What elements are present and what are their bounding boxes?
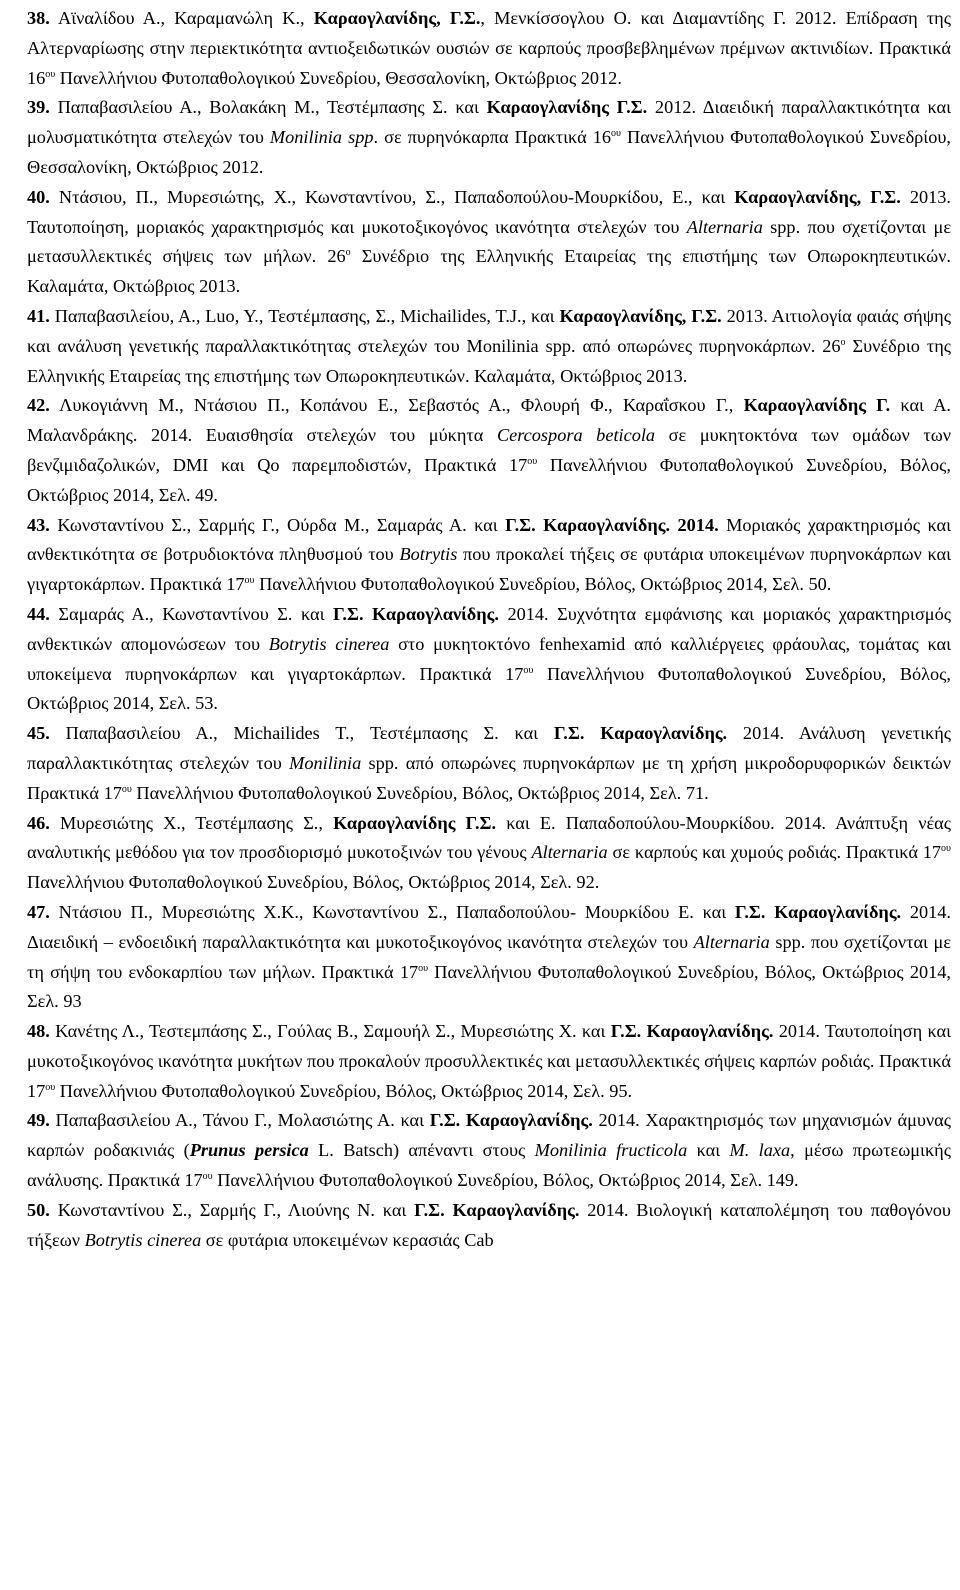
reference-item (27, 93, 951, 182)
reference-text: Κωνσταντίνου Σ., Σαρμής Γ., Ούρδα Μ., Σαμαράς Α. και (49, 514, 506, 535)
reference-text: Πανελλήνιου Φυτοπαθολογικού Συνεδρίου, Βόλος, Οκτώβριος 2014, Σελ. 50. (254, 574, 832, 595)
highlighted-author: Γ.Σ. Καραογλανίδης. (610, 1021, 774, 1042)
reference-text: Πανελλήνιου Φυτοπαθολογικού Συνεδρίου, Βόλος, Οκτώβριος 2014, Σελ. 71. (131, 782, 709, 803)
reference-text: Πανελλήνιου Φυτοπαθολογικού Συνεδρίου, Βόλος, Οκτώβριος 2014, Σελ. 149. (212, 1170, 799, 1191)
ordinal-superscript: ου (527, 455, 538, 467)
reference-item (27, 391, 951, 510)
reference-text: spp. που σχετίζονται με τη σήψη του ενδοκαρπίου των μήλων. Πρακτικά 17 (27, 931, 951, 982)
reference-text: σε μυκητοκτόνα των ομάδων των βενζιμιδαζολικών, DMI και Qo παρεμποδιστών, Πρακτικά 17 (27, 425, 951, 475)
reference-text: 2014. Βιολογική καταπολέμηση του παθογόνου τήξεων (27, 1199, 951, 1250)
ordinal-superscript: ου (45, 68, 56, 80)
species-name: Monilinia fructicola (534, 1140, 688, 1161)
reference-text: και Ε. Παπαδοπούλου-Μουρκίδου. 2014. Ανάπτυξη νέας αναλυτικής μεθόδου για τον προσδιορισμό μυκοτοξινών του γένους (27, 812, 951, 863)
ordinal-superscript: ου (523, 664, 534, 676)
reference-text: Πανελλήνιου Φυτοπαθολογικού Συνεδρίου, Βόλος, Οκτώβριος 2014, Σελ. 92. (27, 872, 600, 893)
reference-text: Πανελλήνιου Φυτοπαθολογικού Συνεδρίου, Βόλος, Οκτώβριος 2014, Σελ. 95. (55, 1080, 633, 1101)
reference-number: 41. (27, 305, 50, 326)
reference-text: Παπαβασιλείου Α., Michailides T., Τεστέμπασης Σ. και (49, 723, 554, 744)
reference-item (27, 809, 951, 898)
reference-text: Μυρεσιώτης Χ., Τεστέμπασης Σ., (49, 812, 334, 833)
reference-text: spp. από οπωρώνες πυρηνοκάρπων με τη χρήση μικροδορυφορικών δεικτών Πρακτικά 17 (27, 752, 951, 803)
reference-text: Μοριακός χαρακτηρισμός και ανθεκτικότητα σε βοτρυδιοκτόνα πληθυσμού του (27, 514, 951, 565)
reference-item (27, 898, 951, 1017)
highlighted-author: Καραογλανίδης, Γ.Σ. (734, 186, 901, 207)
reference-item (27, 600, 951, 719)
reference-text: σε καρπούς και χυμούς ροδιάς. Πρακτικά 17 (607, 842, 942, 863)
reference-text: , μέσω πρωτεωμικής ανάλυσης. Πρακτικά 17 (27, 1140, 951, 1191)
ordinal-superscript: ου (121, 783, 132, 795)
ordinal-superscript: ου (611, 128, 621, 140)
species-name: Monilinia (289, 752, 362, 773)
reference-number: 43. (27, 514, 50, 535)
reference-number: 44. (27, 603, 50, 624)
reference-text: 2014. Χαρακτηρισμός των μηχανισμών άμυνας καρπών ροδακινιάς ( (27, 1110, 951, 1161)
reference-text: 2013. Ταυτοποίηση, μοριακός χαρακτηρισμός και μυκοτοξικογόνος ικανότητα στελεχών του (27, 186, 951, 237)
reference-text: που προκαλεί τήξεις σε φυτάρια υποκειμένων πυρηνοκάρπων και γιγαρτοκάρπων. Πρακτικά 17 (27, 544, 951, 595)
reference-text: Ντάσιου, Π., Μυρεσιώτης, Χ., Κωνσταντίνου, Σ., Παπαδοπούλου-Μουρκίδου, Ε., και (49, 186, 735, 207)
highlighted-author: Γ.Σ. Καραογλανίδης. (734, 901, 902, 922)
highlighted-author: Γ.Σ. Καραογλανίδης. (429, 1110, 593, 1131)
species-name: Alternaria (693, 931, 770, 952)
reference-text: Παπαβασιλείου, Α., Luo, Y., Τεστέμπασης, Σ., Michailides, T.J., και (49, 305, 560, 326)
reference-item (27, 1017, 951, 1106)
species-name: M. laxa (729, 1140, 791, 1161)
reference-text: στο μυκητοκτόνο fenhexamid από καλλιέργειες φράουλας, τομάτας και υποκείμενα πυρηνοκάρπων και γιγαρτοκάρπων. Πρακτικά 17 (27, 633, 951, 684)
species-name: Botrytis cinerea (84, 1229, 202, 1250)
reference-text: Σαμαράς Α., Κωνσταντίνου Σ. και (49, 603, 334, 624)
reference-text: . σε πυρηνόκαρπα Πρακτικά 16 (373, 127, 611, 148)
reference-number: 47. (27, 901, 50, 922)
highlighted-author: Γ.Σ. Καραογλανίδης. 2014. (505, 514, 719, 535)
reference-text: Πανελλήνιου Φυτοπαθολογικού Συνεδρίου, Βόλος, Οκτώβριος 2014, Σελ. 49. (27, 454, 951, 505)
reference-item (27, 1196, 951, 1256)
ordinal-superscript: ου (202, 1170, 213, 1182)
ordinal-superscript: ου (941, 843, 951, 855)
reference-text: , Μενκίσσογλου Ο. και Διαμαντίδης Γ. 2012. Επίδραση της Αλτερναρίωσης στην περιεκτικότητα αντιοξειδωτικών ουσιών σε καρπούς προσβεβλημένων πρέμνων ακτινιδίων. Πρακτικά 16 (27, 8, 951, 88)
reference-text: 2014. Ανάλυση γενετικής παραλλακτικότητας στελεχών του (27, 723, 951, 773)
highlighted-author: Γ.Σ. Καραογλανίδης. (414, 1199, 580, 1220)
highlighted-author: Καραογλανίδης, Γ.Σ. (559, 305, 722, 326)
reference-number: 38. (27, 8, 50, 28)
reference-item (27, 511, 951, 600)
species-name: Monilinia spp (269, 127, 374, 148)
species-name: Botrytis cinerea (268, 633, 390, 654)
reference-text: 2014. Ταυτοποίηση και μυκοτοξικογόνος ικανότητα μυκήτων που προκαλούν προσυλλεκτικές και μετασυλλεκτικές σήψεις καρπών ροδιάς. Πρακτικά 17 (27, 1021, 951, 1101)
reference-item (27, 183, 951, 302)
highlighted-author: Καραογλανίδης Γ.Σ. (333, 812, 497, 833)
reference-item (27, 302, 951, 391)
reference-item (27, 4, 951, 93)
reference-text: Πανελλήνιου Φυτοπαθολογικού Συνεδρίου, Θεσσαλονίκη, Οκτώβριος 2012. (55, 67, 622, 88)
ordinal-superscript: ο (345, 247, 351, 259)
reference-text: spp. που σχετίζονται με μετασυλλεκτικές σήψεις των μήλων. 26 (27, 216, 951, 267)
reference-text: Λυκογιάννη Μ., Ντάσιου Π., Κοπάνου Ε., Σεβαστός Α., Φλουρή Φ., Καραΐσκου Γ., (49, 395, 744, 416)
reference-text: Παπαβασιλείου Α., Βολακάκη Μ., Τεστέμπασης Σ. και (49, 97, 487, 118)
reference-text: L. Batsch) απέναντι στους (308, 1140, 535, 1161)
reference-text: και Α. Μαλανδράκης. 2014. Ευαισθησία στελεχών του μύκητα (27, 395, 951, 446)
reference-text: Συνέδριο της Ελληνικής Εταιρείας της επιστήμης των Οπωροκηπευτικών. Καλαμάτα, Οκτώβριος 2013. (27, 246, 951, 297)
species-name: Alternaria (686, 216, 763, 237)
reference-item (27, 1106, 951, 1195)
reference-text: Αϊναλίδου Α., Καραμανώλη Κ., (49, 8, 314, 28)
reference-text: 2012. Διαειδική παραλλακτικότητα και μολυσματικότητα στελεχών του (27, 97, 951, 148)
highlighted-author: Καραογλανίδης Γ. (743, 395, 891, 416)
reference-number: 48. (27, 1021, 50, 1042)
reference-item (27, 719, 951, 808)
reference-text: Συνέδριο της Ελληνικής Εταιρείας της επιστήμης των Οπωροκηπευτικών. Καλαμάτα, Οκτώβριος 2013. (27, 335, 952, 386)
ordinal-superscript: ο (840, 336, 846, 348)
highlighted-author: Γ.Σ. Καραογλανίδης. (553, 723, 728, 744)
reference-text: Πανελλήνιου Φυτοπαθολογικού Συνεδρίου, Βόλος, Οκτώβριος 2014, Σελ. 93 (27, 961, 951, 1012)
highlighted-author: Καραογλανίδης Γ.Σ. (486, 97, 648, 118)
reference-text: Παπαβασιλείου Α., Τάνου Γ., Μολασιώτης Α. και (49, 1110, 430, 1131)
ordinal-superscript: ου (244, 575, 255, 587)
reference-number: 45. (27, 723, 50, 744)
reference-number: 49. (27, 1110, 50, 1131)
reference-text: Κωνσταντίνου Σ., Σαρμής Γ., Λιούνης Ν. και (49, 1199, 415, 1220)
reference-text: σε φυτάρια υποκειμένων κερασιάς Cab (201, 1229, 494, 1250)
ordinal-superscript: ου (45, 1081, 56, 1093)
species-name: Prunus persica (189, 1140, 309, 1161)
reference-number: 39. (27, 97, 50, 118)
reference-text: και (687, 1140, 730, 1161)
reference-text: Ντάσιου Π., Μυρεσιώτης Χ.Κ., Κωνσταντίνου Σ., Παπαδοπούλου- Μουρκίδου Ε. και (49, 901, 735, 922)
reference-text: 2013. Αιτιολογία φαιάς σήψης και ανάλυση γενετικής παραλλακτικότητας στελεχών του Monilinia spp. από οπωρώνες πυρηνοκάρπων. 26 (27, 305, 951, 356)
ordinal-superscript: ου (418, 962, 429, 974)
reference-text: Κανέτης Λ., Τεστεμπάσης Σ., Γούλας Β., Σαμουήλ Σ., Μυρεσιώτης Χ. και (49, 1021, 611, 1042)
reference-number: 40. (27, 186, 50, 207)
reference-text: 2014. Συχνότητα εμφάνισης και μοριακός χαρακτηρισμός ανθεκτικών απομονώσεων του (27, 603, 951, 654)
reference-text: Πανελλήνιου Φυτοπαθολογικού Συνεδρίου, Βόλος, Οκτώβριος 2014, Σελ. 53. (27, 663, 951, 714)
highlighted-author: Γ.Σ. Καραογλανίδης. (333, 603, 499, 624)
highlighted-author: Καραογλανίδης, Γ.Σ. (313, 8, 481, 28)
species-name: Alternaria (531, 842, 608, 863)
species-name: Cercospora beticola (496, 425, 656, 446)
species-name: Botrytis (399, 544, 458, 565)
reference-number: 46. (27, 812, 50, 833)
reference-number: 50. (27, 1199, 50, 1220)
reference-number: 42. (27, 395, 50, 416)
reference-text: 2014. Διαειδική – ενδοειδική παραλλακτικότητα και μυκοτοξικογόνος ικανότητα στελεχών του (27, 901, 952, 952)
reference-text: Πανελλήνιου Φυτοπαθολογικού Συνεδρίου, Θεσσαλονίκη, Οκτώβριος 2012. (27, 127, 951, 177)
